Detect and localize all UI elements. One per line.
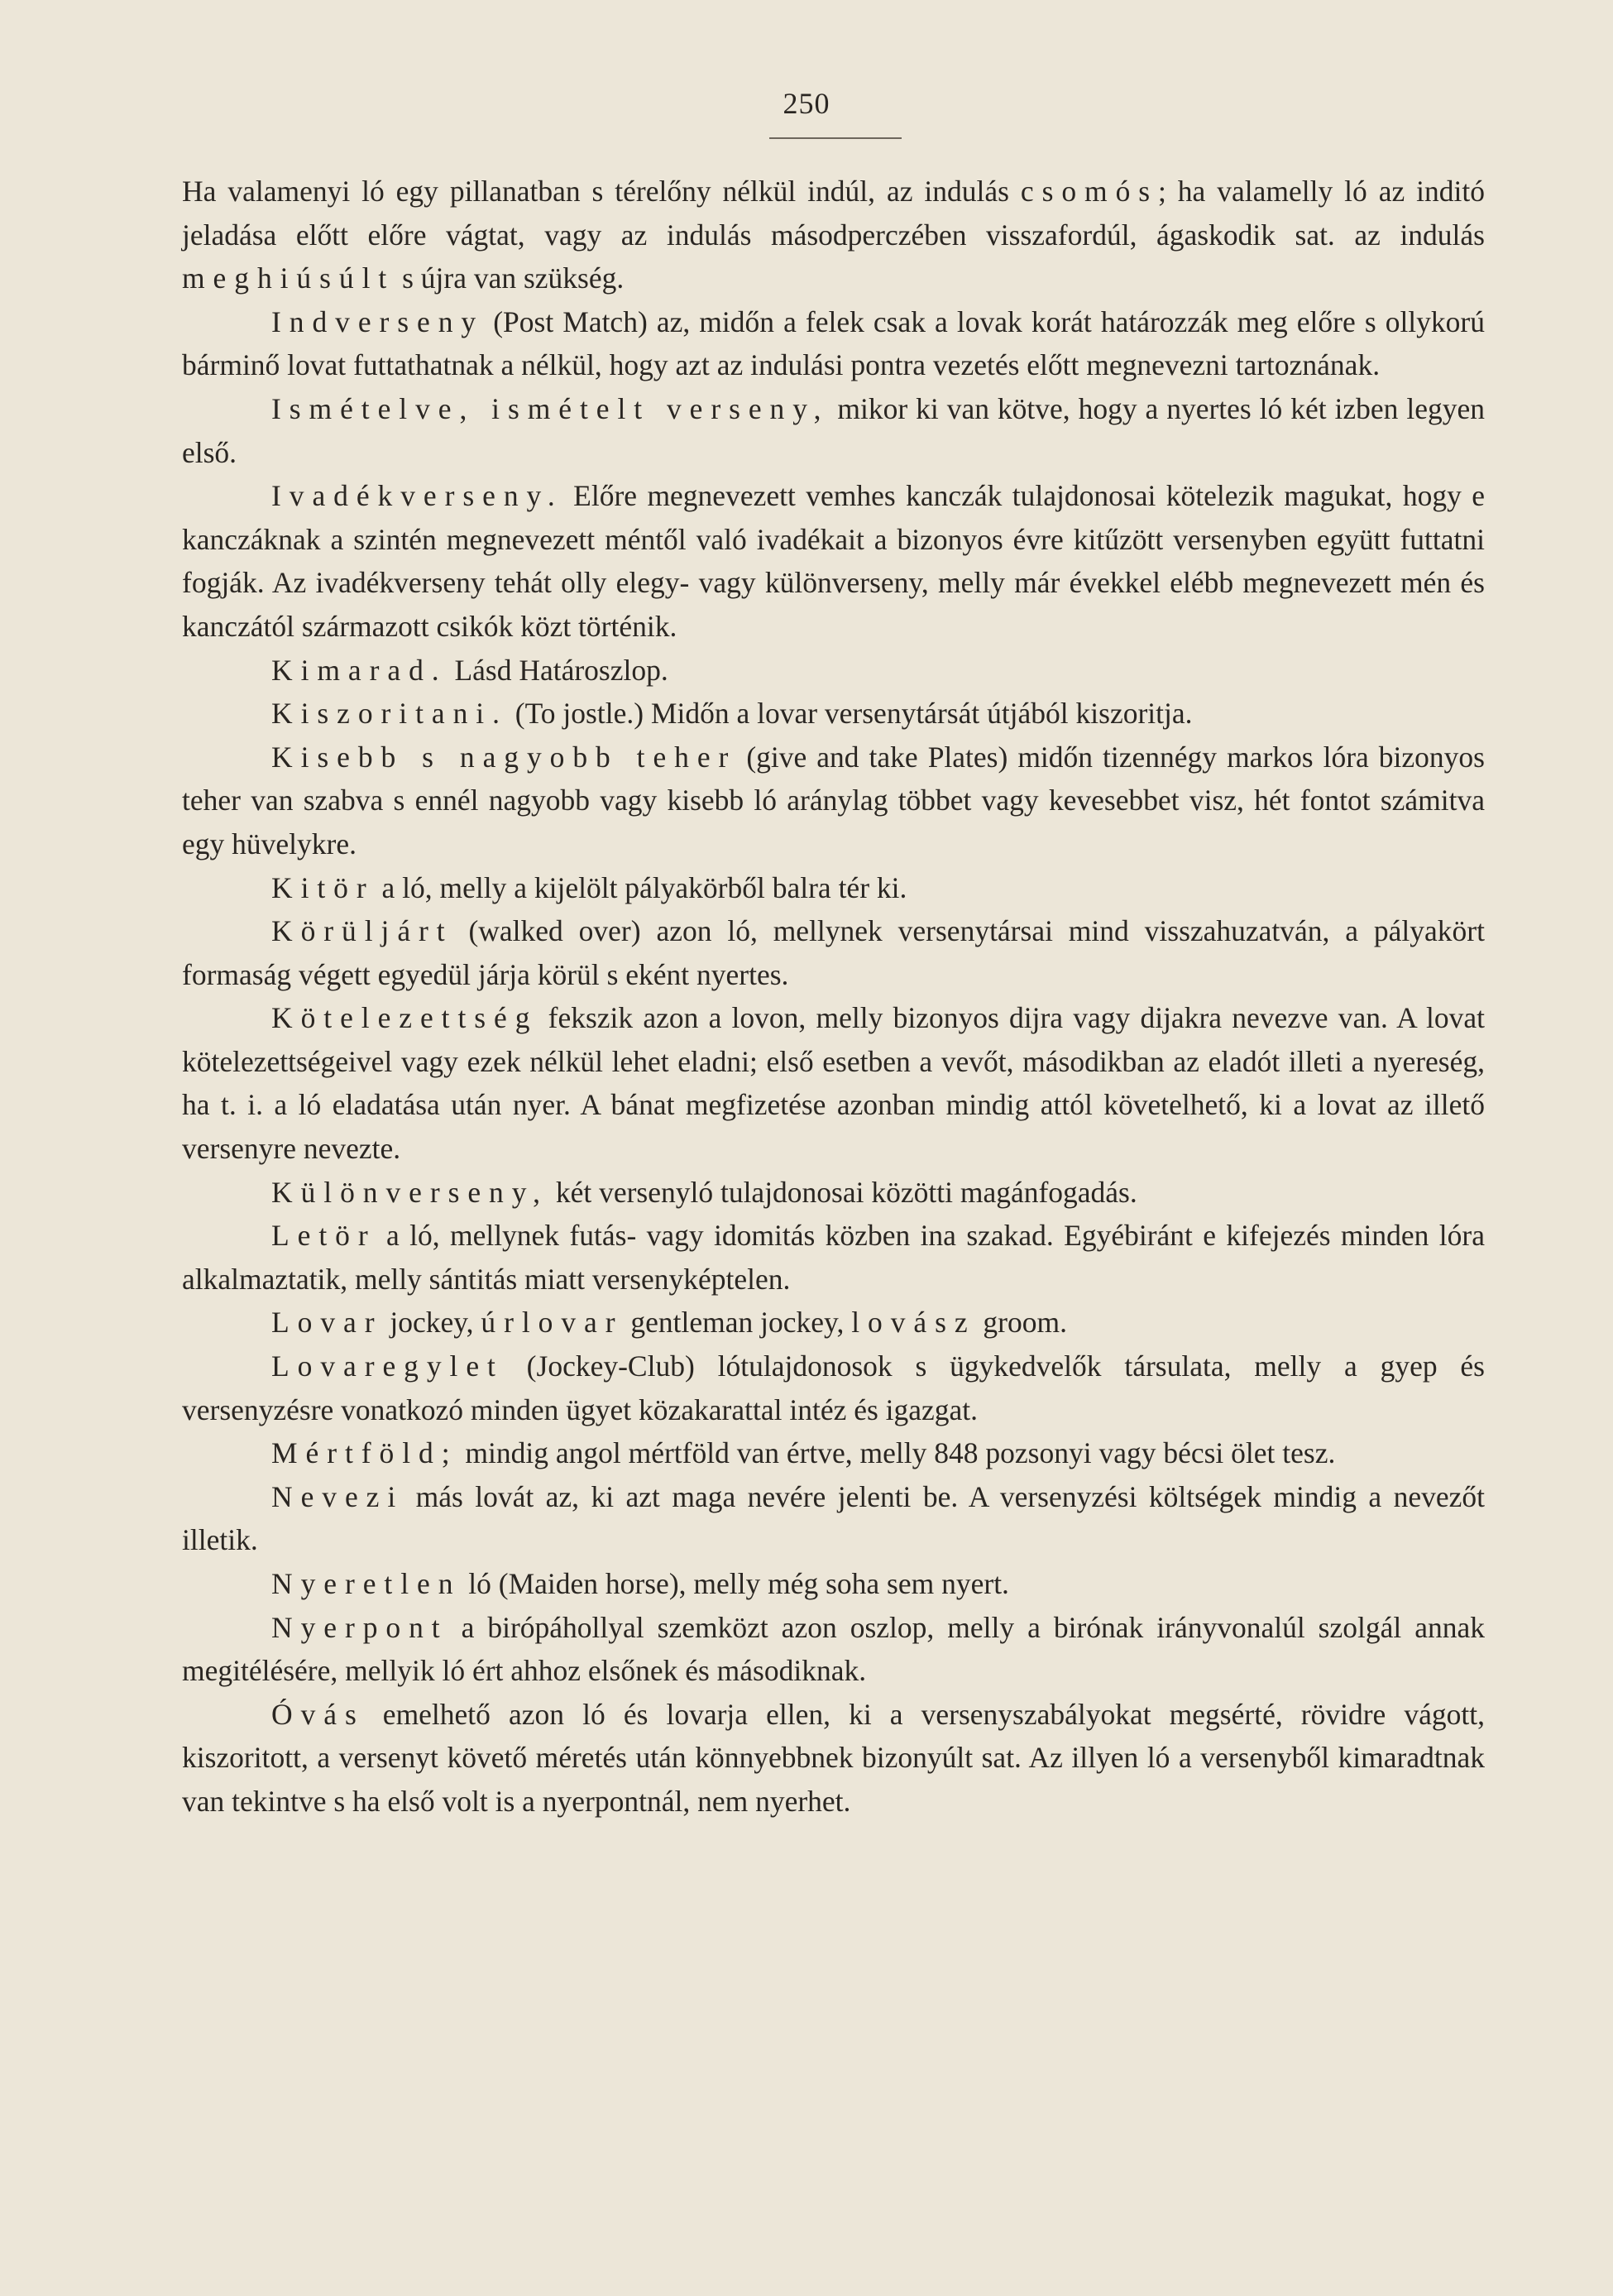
text-run: Lásd Határoszlop. [447, 653, 668, 687]
text-run: mikor ki van kötve, hogy a nyertes ló két izben legyen első. [182, 391, 1485, 469]
spaced-term: lovász [851, 1306, 976, 1340]
paragraph [182, 1431, 1485, 1475]
spaced-term: Kötelezettség [271, 1001, 538, 1035]
text-run: két versenyló tulajdonosai közötti magánfogadás. [548, 1175, 1137, 1209]
text-run: (walked over) azon ló, mellynek versenytársai mind visszahuzatván, a pályakört formaság végett egyedül járja körül s eként nyertes. [182, 914, 1485, 991]
paragraph [182, 1693, 1485, 1824]
text-run: gentleman jockey, [623, 1306, 852, 1340]
paragraph [182, 996, 1485, 1170]
text-run: s újra van szükség. [395, 261, 625, 295]
spaced-term: Nevezi [271, 1479, 404, 1513]
spaced-term: Nyeretlen [271, 1567, 462, 1600]
paragraph [182, 474, 1485, 648]
page-number: 250 [783, 87, 830, 120]
spaced-term: Ivadékverseny. [271, 479, 563, 513]
spaced-term: úrlovar [481, 1306, 624, 1340]
paragraph [182, 736, 1485, 866]
spaced-term: Ismételve, ismételt verseny, [271, 391, 830, 425]
spaced-term: Körüljárt [271, 914, 453, 948]
text-run: ; ha valamelly ló az inditó jeladása előtt előre vágtat, vagy az indulás másodperczében visszafordúl, ágaskodik sat. az indulás [182, 175, 1485, 252]
paragraph [182, 170, 1485, 300]
spaced-term: Óvás [271, 1697, 365, 1731]
paragraph [182, 692, 1485, 736]
paragraph [182, 387, 1485, 474]
text-run: Ha valamenyi ló egy pillanatban s térelőny nélkül indúl, az indulás [182, 175, 1021, 208]
text-run: más lovát az, ki azt maga nevére jelenti be. A versenyzési költségek mindig a nevezőt illetik. [182, 1479, 1485, 1557]
text-run: a birópáhollyal szemközt azon oszlop, melly a birónak irányvonalúl szolgál annak megitélésére, mellyik ló ért ahhoz elsőnek és másodiknak. [182, 1610, 1485, 1688]
body-text [182, 170, 1485, 1824]
paragraph [182, 1475, 1485, 1562]
spaced-term: Kitör [271, 870, 375, 904]
spaced-term: Lovar [271, 1306, 383, 1340]
spaced-term: meghiúsúlt [182, 261, 395, 295]
spaced-term: Kiszoritani. [271, 697, 508, 731]
text-run: a ló, mellynek futás- vagy idomitás közben ina szakad. Egyébiránt e kifejezés minden lóra alkalmaztatik, melly sántitás miatt versenyképtelen. [182, 1219, 1485, 1296]
spaced-term: Letör [271, 1219, 376, 1253]
text-run: jockey, [382, 1306, 481, 1340]
spaced-term: Indverseny [271, 304, 485, 338]
spaced-term: Lovaregylet [271, 1349, 504, 1383]
text-run: a ló, melly a kijelölt pályakörből balra tér ki. [374, 870, 907, 904]
text-run: (Post Match) az, midőn a felek csak a lovak korát határozzák meg előre s ollykorú bárminő lovat futtathatnak a nélkül, hogy azt az indulási pontra vezetés előtt megnevezni tartoznának. [182, 304, 1485, 382]
page-number-rule [769, 137, 902, 139]
paragraph [182, 909, 1485, 996]
paragraph [182, 1345, 1485, 1431]
spaced-term: Kisebb s nagyobb teher [271, 740, 737, 774]
paragraph [182, 1214, 1485, 1301]
text-run: fekszik azon a lovon, melly bizonyos dijra vagy dijakra nevezve van. A lovat kötelezettségeivel vagy ezek nélkül lehet eladni; első esetben a vevőt, másodikban az eladót illeti a nyereség, ha t. i. a ló eladatása után nyer. A bánat megfizetése azonban mindig attól követelhető, ki a lovat az illető versenyre nevezte. [182, 1001, 1485, 1166]
text-run: (To jostle.) Midőn a lovar versenytársát útjából kiszoritja. [507, 697, 1193, 731]
text-run: groom. [975, 1306, 1067, 1340]
text-run: (Jockey-Club) lótulajdonosok s ügykedvelők társulata, melly a gyep és versenyzésre vonatkozó minden ügyet közakarattal intéz és igazgat. [182, 1349, 1485, 1426]
spaced-term: Kimarad. [271, 653, 448, 687]
paragraph [182, 649, 1485, 693]
text-run: (give and take Plates) midőn tizennégy markos lóra bizonyos teher van szabva s ennél nagyobb vagy kisebb ló aránylag többet vagy kevesebbet visz, hét fontot számitva egy hüvelykre. [182, 740, 1485, 860]
paragraph [182, 1606, 1485, 1693]
paragraph [182, 1301, 1485, 1345]
paragraph [182, 300, 1485, 387]
spaced-term: csomós [1020, 175, 1159, 208]
paragraph [182, 866, 1485, 910]
text-run: mindig angol mértföld van értve, melly 848 pozsonyi vagy bécsi ölet tesz. [457, 1436, 1336, 1470]
spaced-term: Különverseny, [271, 1175, 548, 1209]
spaced-term: Nyerpont [271, 1610, 448, 1644]
paragraph [182, 1562, 1485, 1606]
paragraph [182, 1171, 1485, 1215]
text-run: ló (Maiden horse), melly még soha sem nyert. [461, 1567, 1009, 1600]
text-run: Előre megnevezett vemhes kanczák tulajdonosai kötelezik magukat, hogy e kanczáknak a szintén megnevezett méntől való ivadékait a bizonyos évre kitűzött versenyben együtt futtatni fogják. Az ivadékverseny tehát olly elegy- vagy különverseny, melly már évekkel elébb megnevezett mén és kanczától származott csikók közt történik. [182, 479, 1485, 643]
spaced-term: Mértföld; [271, 1436, 458, 1470]
text-run: emelhető azon ló és lovarja ellen, ki a versenyszabályokat megsérté, rövidre vágott, kiszoritott, a versenyt követő méretés után könnyebbnek bizonyúlt sat. Az illyen ló a versenyből kimaradtnak van tekintve s ha első volt is a nyerpontnál, nem nyerhet. [182, 1697, 1485, 1818]
